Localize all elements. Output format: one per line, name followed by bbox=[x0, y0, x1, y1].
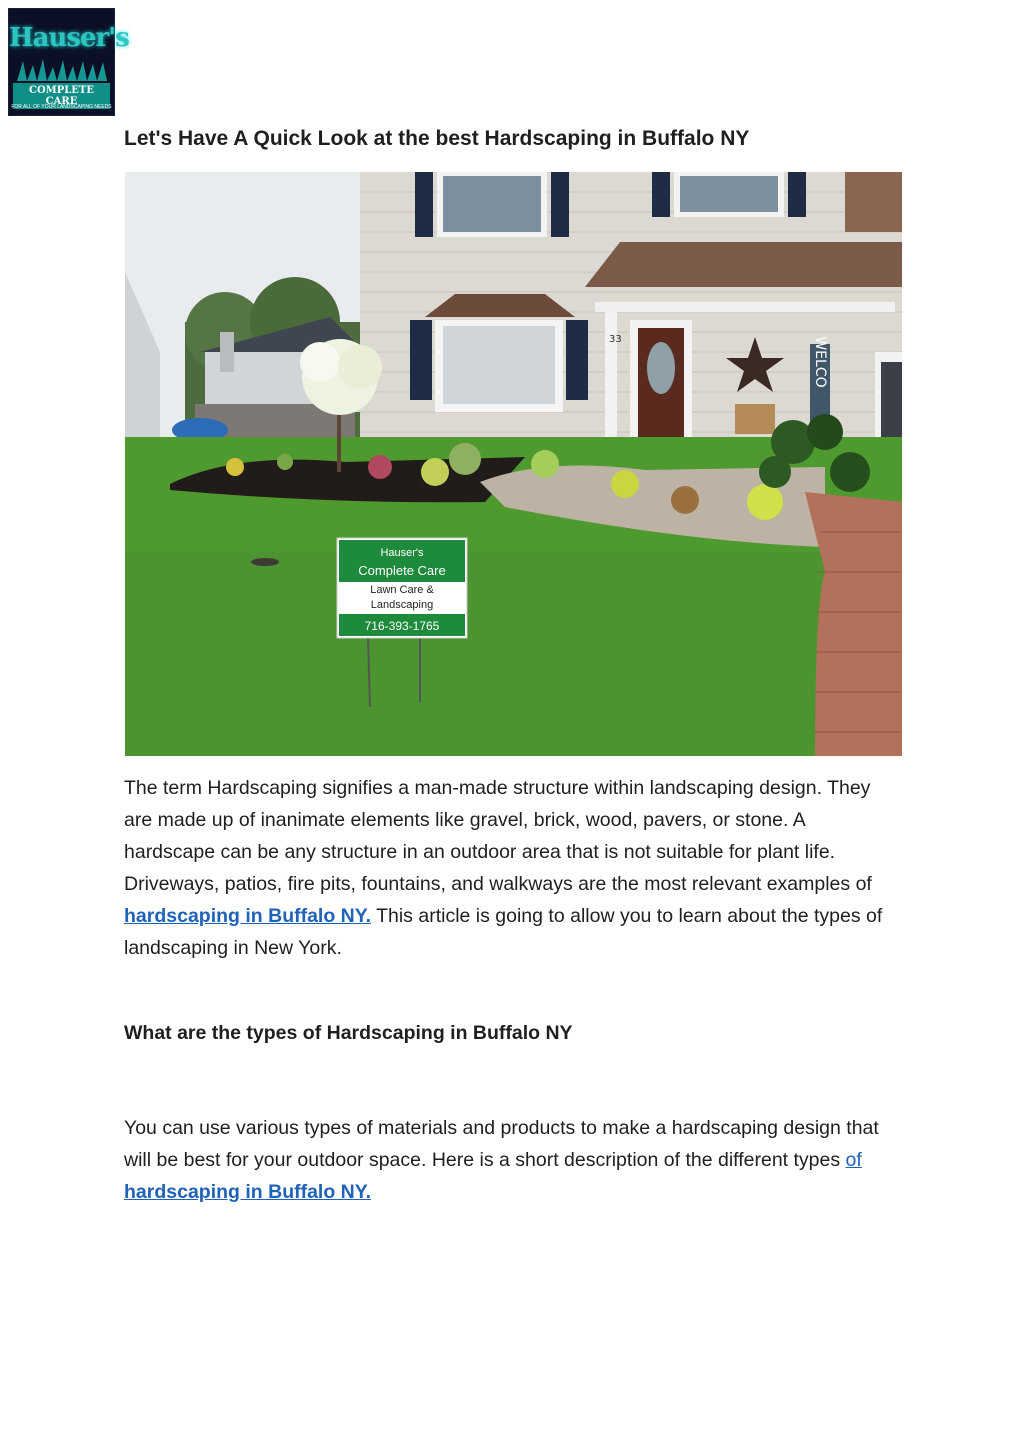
sign-line-3: Lawn Care & bbox=[370, 584, 434, 596]
intro-paragraph bbox=[124, 772, 894, 964]
sign-line-4: Landscaping bbox=[370, 599, 434, 611]
section-heading: What are the types of Hardscaping in Buffalo NY bbox=[124, 1022, 573, 1044]
sign-line-1: Hauser's bbox=[380, 547, 424, 559]
types-paragraph bbox=[124, 1112, 894, 1208]
hardscaping-link-2[interactable]: of hardscaping in Buffalo NY. bbox=[124, 1149, 862, 1203]
hero-photo bbox=[125, 172, 902, 756]
types-text-before: You can use various types of materials and products to make a hardscaping design that will be best for your outdoor space. Here is a short description of the different types bbox=[124, 1117, 879, 1171]
sign-line-2: Complete Care bbox=[358, 563, 446, 578]
logo-subtitle: COMPLETE CARE bbox=[13, 83, 110, 109]
logo-wordmark: Hauser's bbox=[9, 23, 129, 53]
logo-tagline: FOR ALL OF YOUR LANDSCAPING NEEDS bbox=[11, 104, 112, 110]
house-number: 33 bbox=[609, 334, 622, 345]
logo-grass-graphic bbox=[17, 57, 107, 81]
porch-welcome-sign: WELCO bbox=[812, 336, 828, 388]
front-yard-illustration bbox=[125, 172, 902, 756]
hardscaping-link-1[interactable]: hardscaping in Buffalo NY. bbox=[124, 905, 372, 927]
intro-text-after: This article is going to allow you to learn about the types of landscaping in New York. bbox=[124, 905, 883, 959]
page-title: Let's Have A Quick Look at the best Hardscaping in Buffalo NY bbox=[124, 127, 750, 150]
sign-phone: 716-393-1765 bbox=[364, 619, 440, 633]
company-logo bbox=[8, 8, 129, 116]
intro-text-before: The term Hardscaping signifies a man-made structure within landscaping design. They are made up of inanimate elements like gravel, brick, wood, pavers, or stone. A hardscape can be any structure in an outdoor area that is not suitable for plant life. Driveways, patios, fire pits, fountains, and walkways are the most relevant examples of bbox=[124, 777, 872, 895]
